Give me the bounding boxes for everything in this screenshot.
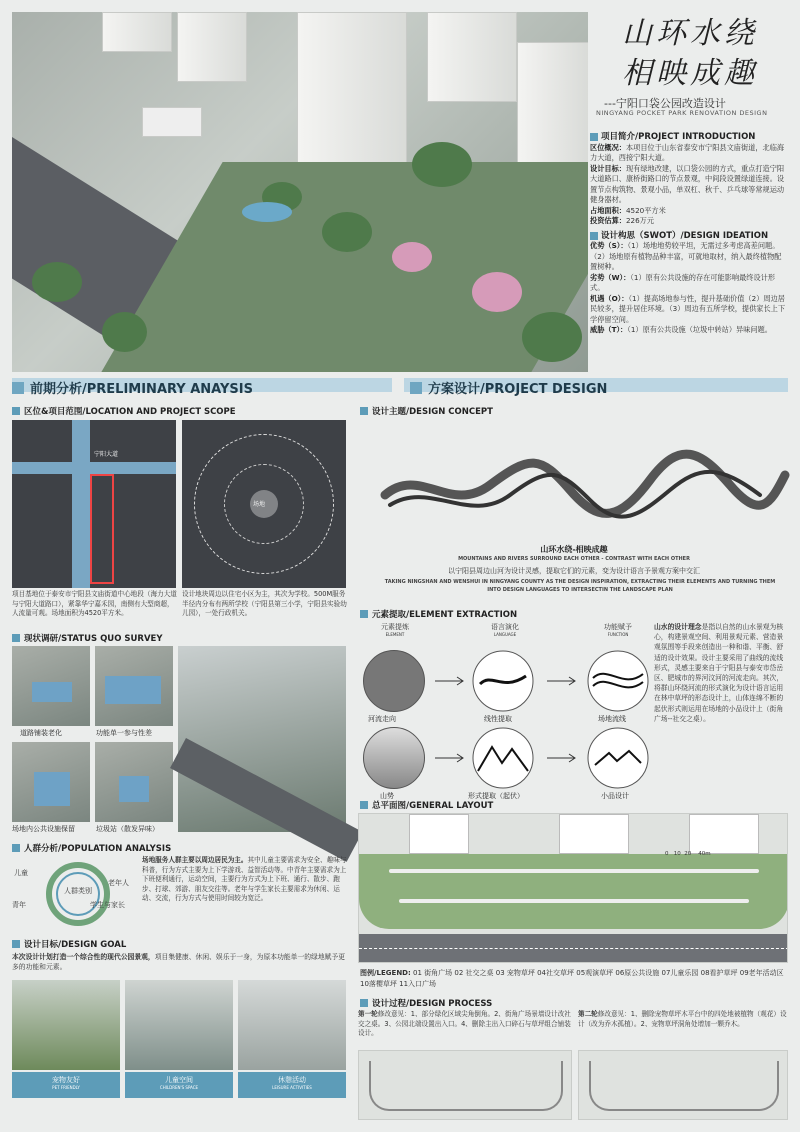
concept-brush-illustration <box>380 435 790 530</box>
intro-panel: 项目简介/PROJECT INTRODUCTION 区位概况：本项目位于山东省泰安市宁阳县文庙街道，北临海力大道，西接宁阳大道。 设计目标：现有绿地改建，以口袋公园的方式，重点打造宁阳大道路口、康桥街路口的节点景观，中间段设置绿道连接。设置节点构筑物、景观小品，单双杠、秋千、乒乓球等常规运动健身器材。 占地面积：4520平方米 投资估算：226万元 设计构思（SWOT）/DESIGN IDEATION 优势（S）：（1）场地地势较平坦，无需过多考虑高差问题。（2）场地原有植物品种丰富，可就地取材，纳入最终植物配置树种。 劣势（W）：（1）原有公共设施的存在可能影响最终设计形式。 机遇（O）：（1）提高场地参与性，提升基础价值（2）周边居民较多，提升居住环境。（3）周边有五所学校，提供家长上下学停留空间。 威胁（T）：（1）原有公共设施（垃圾中转站）异味问题。 <box>590 132 786 334</box>
element-col: 语言演化 LANGUAGE <box>491 623 519 637</box>
building <box>427 12 517 102</box>
goal-label-leisure: 休憩活动 LEISURE ACTIVITIES <box>238 1072 346 1098</box>
location-map: 宁阳大道 <box>12 420 176 588</box>
location-caption: 项目基地位于泰安市宁阳县文庙街道中心地段（海力大道与宁阳大道路口），紧靠华宁嘉禾园，南侧有大型商超，人流量可观。场地面积为4520平方米。 <box>12 590 177 617</box>
process-plan-1 <box>358 1050 572 1120</box>
concept-heading: 设计主题/DESIGN CONCEPT <box>360 405 493 417</box>
park-green <box>101 162 588 372</box>
river-photo <box>363 650 425 712</box>
calligraphy-title: 山环水绕 相映成趣 <box>622 16 758 91</box>
goal-text: 本次设计计划打造一个综合性的现代公园景观，项目集健康、休闲、娱乐于一身，为原本功能单一的绿地赋予更多的功能和元素。 <box>12 953 346 971</box>
status-photo <box>95 646 173 726</box>
goal-label-pet: 宠物友好 PET FRIENDLY <box>12 1072 120 1098</box>
process-round1: 第一轮修改意见：1、部分绿化区域尖角倒角。2、街角广场景墙设计改社交之桌。3、公园北端设置出入口。4、删除主出入口碎石与草坪组合铺装设计。 <box>358 1010 571 1038</box>
flow-icon <box>587 650 649 712</box>
concept-en-text: TAKING NINGSHAN AND WENSHUI IN NINGYANG COUNTY AS THE DESIGN INSPIRATION, EXTRACTING THEIR ELEMENTS AND TURNING THEM INTO DESIGN LANGUAGES TO INTERSECTIN THE LANDSCAPE PLAN <box>384 579 776 593</box>
goal-photo-children <box>125 980 233 1070</box>
element-col: 元素提炼 ELEMENT <box>381 623 409 637</box>
process-round2: 第二轮修改意见：1、删除宠物草坪木平台中的四处地被植物（观花）设计（改为乔木孤植）。2、宠物草坪洞角处增加一颗乔木。 <box>578 1010 787 1028</box>
layout-heading: 总平面图/GENERAL LAYOUT <box>360 799 493 811</box>
population-text: 场地服务人群主要以周边居民为主。其中儿童主要需求为安全、趣味与科普，行为方式主要为上下学游戏、益智活动等。中青年主要需求为上下班便利通行，运动空间，主要行为方式为上下班、通行、散步、跑步、打球、郊游、朋友交往等。老年与学生家长主要需求为休闲、运动、交流，行为方式与使用时间较为宽泛。 <box>142 856 347 903</box>
status-caption: 功能单一参与性差 <box>96 729 152 737</box>
concept-text: 以宁阳县周边山河为设计灵感，提取它们的元素，变为设计语言予景观方案中交汇 <box>448 567 700 575</box>
status-photo <box>95 742 173 822</box>
element-col: 功能赋予 FUNCTION <box>604 623 632 637</box>
building <box>102 12 172 52</box>
concept-en-title: MOUNTAINS AND RIVERS SURROUND EACH OTHER - CONTRAST WITH EACH OTHER <box>458 556 690 562</box>
population-heading: 人群分析/POPULATION ANALYSIS <box>12 842 171 854</box>
swot-heading: 设计构思（SWOT）/DESIGN IDEATION <box>590 231 786 242</box>
status-heading: 现状调研/STATUS QUO SURVEY <box>12 632 163 644</box>
goal-label-children: 儿童空间 CHILDREN'S SPACE <box>125 1072 233 1098</box>
concept-title: 山环水绕-相映成趣 <box>540 545 608 554</box>
scale-bar: 0 10 20 40m <box>665 851 711 857</box>
goal-photo-leisure <box>238 980 346 1070</box>
status-caption: 道路铺装老化 <box>20 729 62 737</box>
status-photo <box>12 742 90 822</box>
building <box>177 12 247 82</box>
radius-map: 场地 <box>182 420 346 588</box>
process-heading: 设计过程/DESIGN PROCESS <box>360 997 492 1009</box>
status-caption: 垃圾站（散发异味） <box>96 825 159 833</box>
design-heading: 方案设计/PROJECT DESIGN <box>410 378 607 397</box>
sculpture-icon <box>587 727 649 789</box>
process-plan-2 <box>578 1050 788 1120</box>
mountain-photo <box>363 727 425 789</box>
river-line-icon <box>472 650 534 712</box>
population-diagram: 人群类别 儿童 老年人 青年 学生与家长 <box>12 856 138 936</box>
goal-heading: 设计目标/DESIGN GOAL <box>12 938 126 950</box>
building <box>142 107 202 137</box>
intro-heading: 项目简介/PROJECT INTRODUCTION <box>590 132 786 143</box>
plaza <box>242 202 292 222</box>
project-title: ---宁阳口袋公园改造设计 <box>604 97 726 110</box>
status-photo <box>12 646 90 726</box>
legend: 图例/LEGEND: 01 街角广场 02 社交之桌 03 宠物草坪 04社交草坪 05观演草坪 06原公共设施 07儿童乐园 08看护草坪 09老年活动区 10落樱草坪 11入口广场 <box>360 969 784 988</box>
preliminary-heading: 前期分析/PRELIMINARY ANAYSIS <box>12 378 253 397</box>
location-heading: 区位&项目范围/LOCATION AND PROJECT SCOPE <box>12 405 236 417</box>
mountain-line-icon <box>472 727 534 789</box>
scope-caption: 设计地块周边以住宅小区为主，其次为学校。500M服务半径内分布有两所学校（宁阳县第三小学，宁阳县实验幼儿园），一处行政机关。 <box>182 590 347 617</box>
status-aerial-photo <box>178 646 346 832</box>
general-layout-plan <box>358 813 788 963</box>
project-title-en: NINGYANG POCKET PARK RENOVATION DESIGN <box>596 109 768 117</box>
building <box>297 12 407 167</box>
status-caption: 场地内公共设施保留 <box>12 825 75 833</box>
element-heading: 元素提取/ELEMENT EXTRACTION <box>360 608 517 620</box>
hero-aerial-render <box>12 12 588 372</box>
element-text: 山水的设计理念是指以自然的山水景观为核心，构建景观空间、利用景观元素、营造景观氛围等手段来创造出一种和谐、平衡、舒适的设计效果。设计主要采用了曲线的流线形式，灵感主要来自于宁阳县与泰安市岱岳区、肥城市的界河汶河的河流走向。其次，将群山环绕河流的形式演化为设计语言运用在林中草坪的形态设计上，山体连绵不断的起伏形式则运用在场地的小品设计上（街角广场--社交之桌）。 <box>654 623 784 723</box>
goal-photo-pet <box>12 980 120 1070</box>
